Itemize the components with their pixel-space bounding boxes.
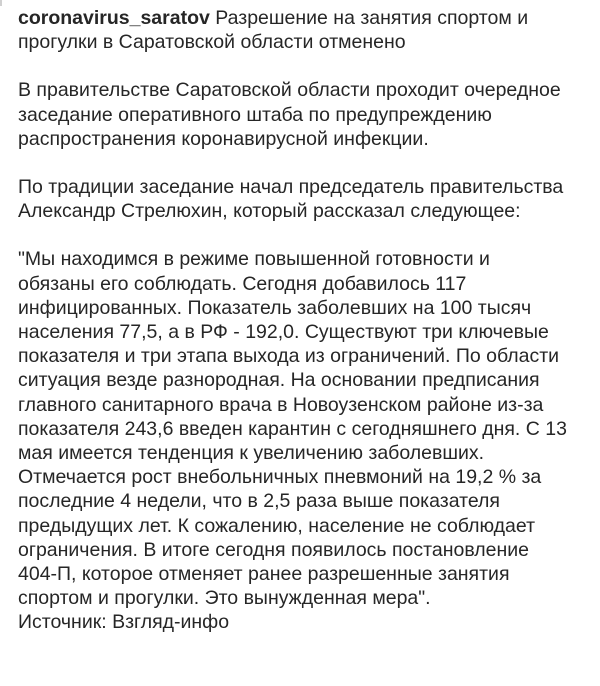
- quote-line: 404-П, которое отменяет ранее разрешенные занятия: [18, 563, 510, 586]
- quote-line: населения 77,5, а в РФ - 192,0. Существуют три ключевые: [18, 321, 549, 344]
- quote-line: спортом и прогулки. Это вынужденная мера".: [18, 587, 431, 610]
- post-headline: Разрешение на занятия спортом и прогулки в Саратовской области отменено: [18, 7, 529, 54]
- quote-line: Отмечается рост внебольничных пневмоний на 19,2 % за: [18, 466, 542, 489]
- quote-block: [18, 247, 590, 634]
- quote-line: главного санитарного врача в Новоузенском районе из-за: [18, 393, 544, 416]
- quote-line: обязаны его соблюдать. Сегодня добавилось 117: [18, 272, 467, 295]
- quote-line: показателя 243,6 введен карантин с сегодняшнего дня. С 13: [18, 417, 567, 440]
- paragraph-chairman: По традиции заседание начал председатель правительства Александр Стрелюхин, который рассказал следующее:: [18, 176, 564, 223]
- post-caption: [18, 6, 590, 635]
- quote-line: предыдущих лет. К сожалению, население не соблюдает: [18, 514, 536, 537]
- username-link[interactable]: coronavirus_saratov: [18, 7, 210, 29]
- quote-line: показателя и три этапа выхода из ограничений. По области: [18, 345, 560, 368]
- quote-line: ситуация везде разнородная. На основании предписания: [18, 369, 540, 392]
- quote-line: последние 4 недели, что в 2,5 раза выше показателя: [18, 490, 500, 513]
- quote-line: ограничения. В итоге сегодня появилось постановление: [18, 538, 529, 561]
- quote-line: "Мы находимся в режиме повышенной готовности и: [18, 248, 490, 271]
- quote-line: мая имеется тенденция к увеличению заболевших.: [18, 442, 485, 465]
- source-credit: Источник: Взгляд-инфо: [18, 611, 230, 634]
- paragraph-meeting: В правительстве Саратовской области проходит очередное заседание оперативного штаба по предупреждению распространения коронавирусной инфекции.: [18, 79, 561, 150]
- post-header: [18, 6, 590, 54]
- quote-line: инфицированных. Показатель заболевших на 100 тысяч: [18, 296, 532, 319]
- edge-mark: [0, 0, 2, 6]
